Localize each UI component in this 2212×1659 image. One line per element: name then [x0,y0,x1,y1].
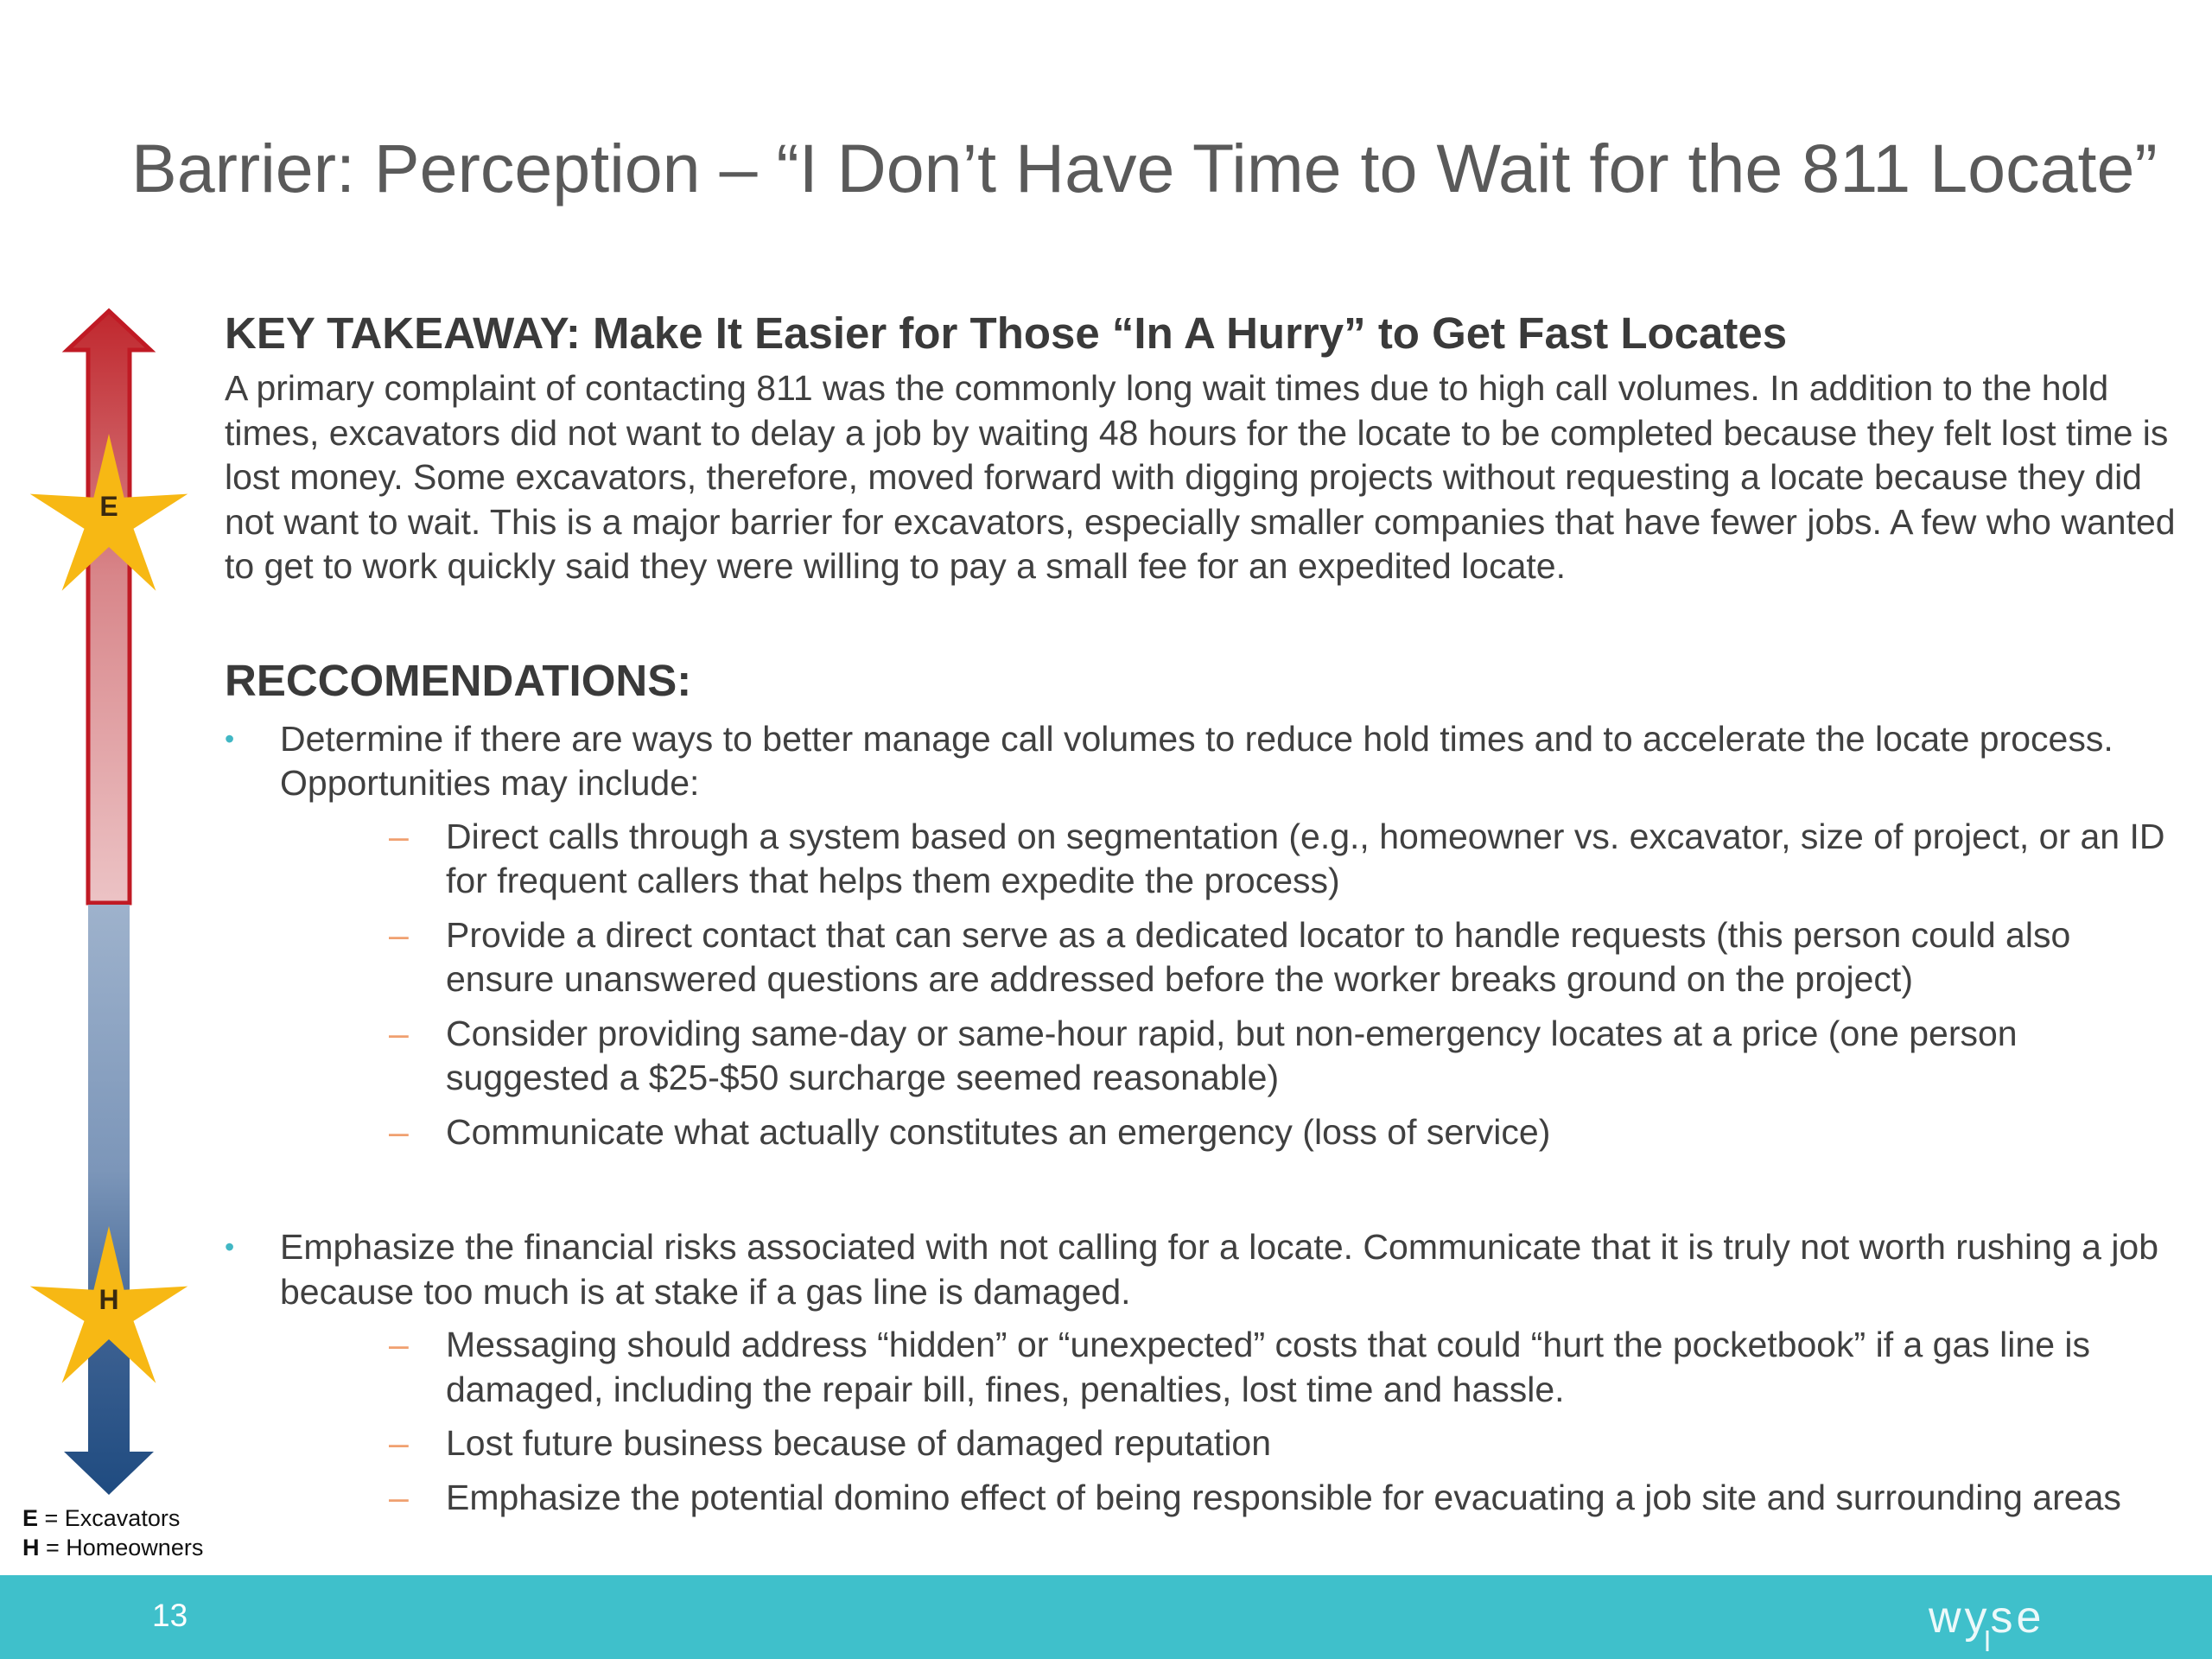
legend-homeowners: H = Homeowners [22,1535,204,1560]
dash-icon: – [389,816,409,856]
list-item: – Emphasize the potential domino effect of being responsible for evacuating a job site and surrounding areas [280,1476,2177,1521]
scale-legend [22,1503,203,1562]
dash-icon: – [389,1111,409,1152]
wyse-logo [1925,1586,2081,1655]
list-item [225,717,2177,1155]
list-item: – Lost future business because of damaged reputation [280,1421,2177,1466]
list-item: – Consider providing same-day or same-hour rapid, but non-emergency locates at a price (one person suggested a $25-$50 surcharge seemed reasonable) [389,1013,2018,1097]
dash-icon: – [389,1477,409,1517]
bullet-icon: • [225,722,235,754]
key-takeaway-heading: KEY TAKEAWAY: Make It Easier for Those “In A Hurry” to Get Fast Locates [225,308,1788,358]
dash-icon: – [389,1423,409,1463]
svg-text:wyse: wyse [1929,1592,2045,1643]
list-item: – Communicate what actually constitutes an emergency (loss of service) [280,1110,2177,1155]
slide-title: Barrier: Perception – “I Don’t Have Time to Wait for the 811 Locate” [131,130,2158,207]
bullet-icon: • [225,1231,235,1262]
sub-list [280,1323,2177,1520]
recommendations-heading: RECCOMENDATIONS: [225,655,692,705]
footer-bar [0,1575,2212,1659]
up-arrow [67,311,150,903]
recommendations-list [225,717,2177,1521]
dash-icon: – [389,1325,409,1364]
dash-icon: – [389,914,409,955]
perception-scale [26,302,199,1503]
dash-icon: – [389,1013,409,1053]
page-number: 13 [152,1598,188,1633]
star-label-h: H [99,1284,119,1315]
list-item [225,1225,2177,1520]
list-item: – Messaging should address “hidden” or “unexpected” costs that could “hurt the pocketbook” if a gas line is damaged, including the repair bill, fines, penalties, lost time and hassle. [389,1325,2090,1409]
list-item: – Provide a direct contact that can serve as a dedicated locator to handle requests (this person could also ensure unanswered questions are addressed before the worker breaks ground on the project) [389,914,2071,999]
legend-excavators: E = Excavators [22,1505,181,1531]
slide-content [225,304,2177,1529]
sub-list [280,815,2177,1155]
star-label-e: E [99,491,118,522]
recommendation-text: Emphasize the financial risks associated with not calling for a locate. Communicate that it is truly not worth rushing a job because too much is at stake if a gas line is damaged. [280,1227,2159,1312]
key-takeaway-body: A primary complaint of contacting 811 was the commonly long wait times due to high call volumes. In addition to the hold times, excavators did not want to delay a job by waiting 48 hours for the locate to be completed because they felt lost time is lost money. Some excavators, therefore, moved forward with digging projects without requesting a locate because they did not want to wait. This is a major barrier for excavators, especially smaller companies that have fewer jobs. A few who wanted to get to work quickly said they were willing to pay a small fee for an expedited locate. [225,368,2176,586]
recommendation-text: Determine if there are ways to better manage call volumes to reduce hold times and to accelerate the locate process. Opportunities may include: [280,718,2113,803]
list-item: – Direct calls through a system based on segmentation (e.g., homeowner vs. excavator, size of project, or an ID for frequent callers that helps them expedite the process) [389,816,2165,900]
down-arrow [64,905,154,1495]
